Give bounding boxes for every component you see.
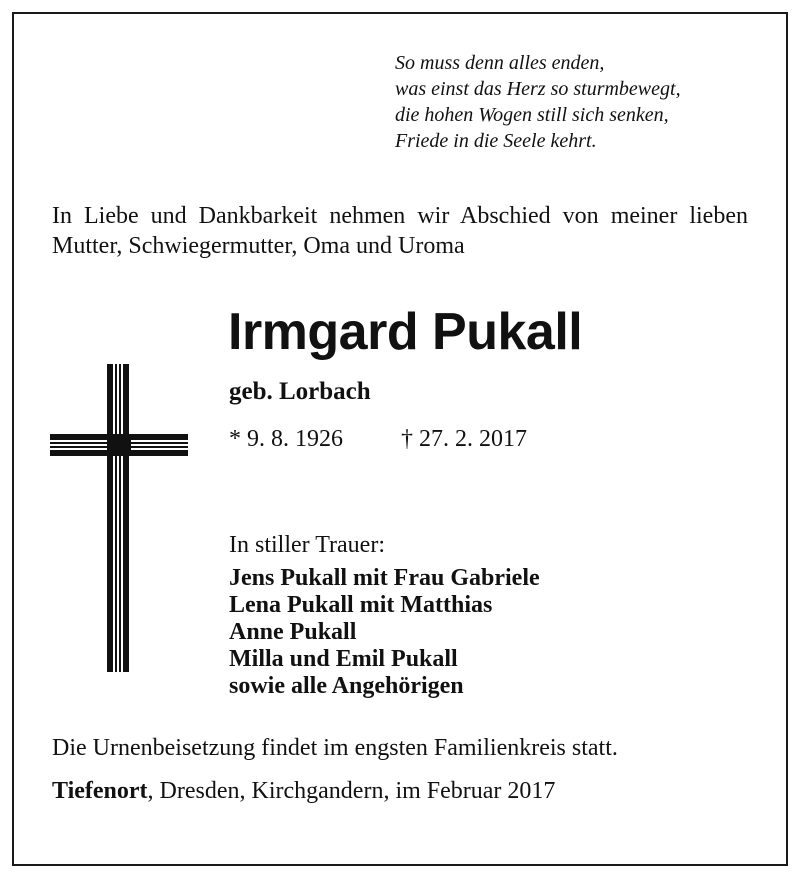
poem-line: So muss denn alles enden,	[395, 52, 605, 74]
poem	[395, 50, 681, 154]
life-dates	[229, 424, 527, 454]
mourner: Anne Pukall	[229, 619, 357, 645]
mourner: Jens Pukall mit Frau Gabriele	[229, 565, 540, 591]
death-date: † 27. 2. 2017	[401, 426, 527, 452]
place-date-line	[52, 776, 555, 806]
intro-text: In Liebe und Dankbarkeit nehmen wir Abschied von meiner lieben Mutter, Schwiegermutter, Oma und Uroma	[52, 203, 748, 259]
place-town: Tiefenort	[52, 778, 148, 804]
maiden-name: geb. Lorbach	[229, 378, 371, 405]
mourner: Lena Pukall mit Matthias	[229, 592, 493, 618]
mourning-label: In stiller Trauer:	[229, 532, 385, 558]
poem-line: was einst das Herz so sturmbewegt,	[395, 78, 681, 100]
place-rest: , Dresden, Kirchgandern, im Februar 2017	[147, 778, 556, 804]
mourner: Milla und Emil Pukall	[229, 646, 458, 672]
mourners-list	[229, 565, 540, 700]
birth-date: * 9. 8. 1926	[229, 426, 343, 452]
deceased-name: Irmgard Pukall	[228, 303, 583, 361]
mourner: sowie alle Angehörigen	[229, 673, 464, 699]
cross-icon	[50, 364, 188, 672]
burial-note: Die Urnenbeisetzung findet im engsten Familienkreis statt.	[52, 735, 618, 761]
poem-line: Friede in die Seele kehrt.	[395, 130, 597, 152]
poem-line: die hohen Wogen still sich senken,	[395, 104, 669, 126]
